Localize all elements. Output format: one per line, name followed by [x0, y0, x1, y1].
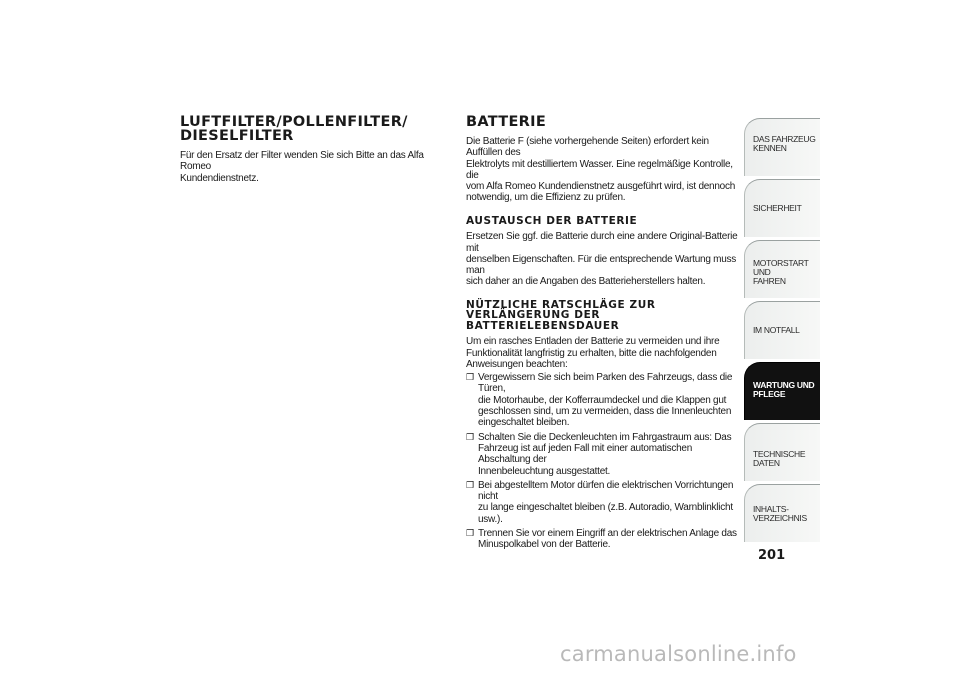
tips-heading-line2: VERLÄNGERUNG DER: [466, 309, 601, 322]
filter-heading: [180, 115, 442, 143]
tips-line: Um ein rasches Entladen der Batterie zu vermeiden und ihre: [466, 336, 720, 348]
intro-line: Elektrolyts mit destilliertem Wasser. Eine regelmäßige Kontrolle, die: [466, 158, 733, 181]
battery-replacement-text: [466, 231, 741, 287]
tab-wartung-und-pflege[interactable]: [744, 362, 820, 420]
battery-tips-text: [466, 336, 741, 370]
filter-text-line2: Kundendienstnetz.: [180, 172, 259, 184]
tips-line: Anweisungen beachten:: [466, 358, 568, 370]
checkbox-bullet-icon: ❒: [466, 431, 474, 442]
tab-label: IM NOTFALL: [753, 325, 800, 335]
tab-label: VERZEICHNIS: [753, 513, 807, 523]
list-item: [466, 528, 741, 551]
checkbox-bullet-icon: ❒: [466, 479, 474, 490]
list-item-line: Innenbeleuchtung ausgestattet.: [478, 465, 611, 477]
replacement-line: sich daher an die Angaben des Batterieherstellers halten.: [466, 276, 706, 288]
tab-label: INHALTS-: [753, 504, 789, 514]
filter-text: [180, 150, 442, 184]
battery-replacement-heading: AUSTAUSCH DER BATTERIE: [466, 214, 638, 227]
tab-inhaltsverzeichnis[interactable]: [744, 484, 820, 542]
tab-label: DAS FAHRZEUG: [753, 134, 816, 144]
list-item-line: Trennen Sie vor einem Eingriff an der elektrischen Anlage das: [478, 528, 737, 540]
tab-label: WARTUNG UND: [753, 380, 815, 390]
tips-list: [466, 372, 741, 550]
battery-intro: [466, 136, 741, 204]
tab-label: FAHREN: [753, 276, 786, 286]
list-item-line: Minuspolkabel von der Batterie.: [478, 539, 611, 551]
tab-label: MOTORSTART UND: [753, 258, 809, 277]
tab-label: KENNEN: [753, 143, 787, 153]
checkbox-bullet-icon: ❒: [466, 528, 474, 539]
battery-tips-heading: [466, 300, 741, 332]
filter-heading-line2: DIESELFILTER: [180, 128, 294, 144]
battery-heading: BATTERIE: [466, 114, 547, 130]
intro-line: vom Alfa Romeo Kundendienstnetz ausgeführt wird, ist dennoch: [466, 181, 736, 193]
tips-line: Funktionalität langfristig zu erhalten, bitte die nachfolgenden: [466, 347, 717, 359]
tab-label: SICHERHEIT: [753, 203, 802, 213]
checkbox-bullet-icon: ❒: [466, 372, 474, 383]
list-item-line: Fahrzeug ist auf jeden Fall mit einer automatischen Abschaltung der: [478, 442, 693, 466]
list-item-line: usw.).: [478, 513, 503, 525]
tips-heading-line3: BATTERIELEBENSDAUER: [466, 319, 620, 332]
list-item-line: Bei abgestelltem Motor dürfen die elektrischen Vorrichtungen nicht: [478, 479, 734, 503]
list-item-line: Schalten Sie die Deckenleuchten im Fahrgastraum aus: Das: [478, 431, 732, 443]
tab-label: TECHNISCHE DATEN: [753, 449, 806, 468]
list-item: [466, 432, 741, 477]
replacement-line: denselben Eigenschaften. Für die entsprechende Wartung muss man: [466, 253, 737, 277]
list-item-line: Vergewissern Sie sich beim Parken des Fahrzeugs, dass die Türen,: [478, 372, 733, 395]
replacement-line: Ersetzen Sie ggf. die Batterie durch eine andere Original-Batterie mit: [466, 231, 738, 254]
tips-heading-line1: NÜTZLICHE RATSCHLÄGE ZUR: [466, 298, 656, 311]
left-column: [180, 115, 442, 184]
list-item-line: eingeschaltet bleiben.: [478, 417, 570, 429]
tab-sicherheit[interactable]: [744, 179, 820, 237]
tab-technische-daten[interactable]: [744, 423, 820, 481]
list-item: [466, 480, 741, 525]
filter-text-line1: Für den Ersatz der Filter wenden Sie sich Bitte an das Alfa Romeo: [180, 150, 424, 173]
list-item-line: zu lange eingeschaltet bleiben (z.B. Autoradio, Warnblinklicht: [478, 502, 733, 514]
tab-das-fahrzeug-kennen[interactable]: [744, 118, 820, 176]
tab-im-notfall[interactable]: [744, 301, 820, 359]
right-column: [466, 115, 741, 554]
list-item-line: geschlossen sind, um zu vermeiden, dass die Innenleuchten: [478, 406, 732, 418]
page-number: 201: [758, 548, 786, 563]
list-item: [466, 372, 741, 428]
intro-line: notwendig, um die Effizienz zu prüfen.: [466, 192, 626, 204]
tab-label: PFLEGE: [753, 389, 786, 399]
intro-line: Die Batterie F (siehe vorhergehende Seiten) erfordert kein Auffüllen des: [466, 136, 709, 159]
list-item-line: die Motorhaube, der Kofferraumdeckel und die Klappen gut: [478, 394, 727, 406]
filter-heading-line1: LUFTFILTER/POLLENFILTER/: [180, 114, 408, 130]
tab-motorstart-und-fahren[interactable]: [744, 240, 820, 298]
chapter-tabs: [744, 118, 820, 545]
watermark: carmanualsonline.info: [560, 642, 797, 666]
